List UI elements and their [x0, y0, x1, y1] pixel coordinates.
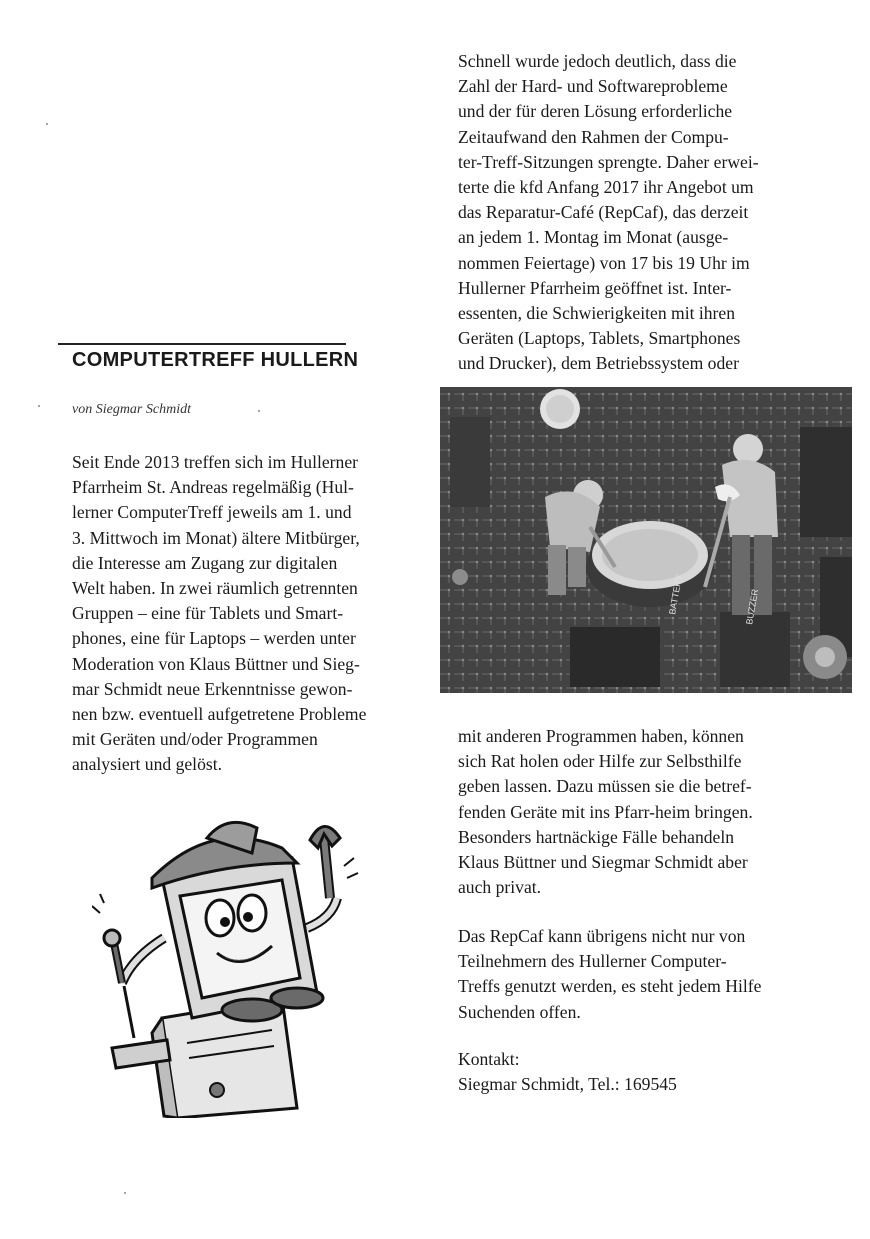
- text-line: mar Schmidt neue Erkenntnisse gewon-: [72, 678, 353, 699]
- scan-speck: [124, 1192, 126, 1194]
- text-line: Seit Ende 2013 treffen sich im Hullerner: [72, 452, 358, 472]
- scan-speck: [46, 123, 48, 125]
- contact-details: Siegmar Schmidt, Tel.: 169545: [458, 1074, 677, 1095]
- repcaf-paragraph-continued: [458, 724, 753, 900]
- text-line: nen bzw. eventuell aufgetretene Probleme: [72, 704, 367, 725]
- intro-paragraph: [72, 450, 366, 778]
- text-line: analysiert und gelöst.: [72, 754, 223, 775]
- text-line: Gruppen – eine für Tablets und Smart-: [72, 603, 344, 624]
- text-line: und Drucker), dem Betriebssystem oder: [458, 353, 739, 374]
- text-line: Das RepCaf kann übrigens nicht nur von: [458, 926, 746, 946]
- contact-block: [458, 1047, 677, 1097]
- text-line: lerner ComputerTreff jeweils am 1. und: [72, 502, 352, 523]
- open-to-all-paragraph: [458, 924, 761, 1025]
- text-line: sich Rat holen oder Hilfe zur Selbsthilfe: [458, 751, 742, 772]
- scan-speck: [38, 405, 40, 407]
- text-line: das Reparatur-Café (RepCaf), das derzeit: [458, 202, 749, 223]
- title-rule: [58, 343, 346, 345]
- text-line: Teilnehmern des Hullerner Computer-: [458, 951, 727, 972]
- text-line: auch privat.: [458, 877, 542, 898]
- text-line: an jedem 1. Montag im Monat (ausge-: [458, 227, 729, 248]
- board-label-buzzer: BUZZER: [744, 588, 761, 626]
- article-title: COMPUTERTREFF HULLERN: [72, 349, 359, 371]
- text-line: Pfarrheim St. Andreas regelmäßig (Hul-: [72, 477, 354, 498]
- contact-label: Kontakt:: [458, 1049, 520, 1069]
- text-line: essenten, die Schwierigkeiten mit ihren: [458, 303, 736, 324]
- text-line: Suchenden offen.: [458, 1001, 581, 1022]
- text-line: Geräten (Laptops, Tablets, Smartphones: [458, 328, 741, 349]
- text-line: Zahl der Hard- und Softwareprobleme: [458, 76, 728, 97]
- text-line: Moderation von Klaus Büttner und Sieg-: [72, 653, 360, 674]
- text-line: mit Geräten und/oder Programmen: [72, 729, 318, 750]
- computer-mascot-illustration: [92, 818, 364, 1118]
- text-line: phones, eine für Laptops – werden unter: [72, 628, 356, 649]
- article-byline: von Siegmar Schmidt: [72, 402, 191, 417]
- text-line: nommen Feiertage) von 17 bis 19 Uhr im: [458, 252, 750, 273]
- circuit-board-image: [440, 387, 852, 693]
- board-label-battery: BATTERY: [667, 573, 685, 616]
- text-line: Welt haben. In zwei räumlich getrennten: [72, 578, 358, 599]
- text-line: Treffs genutzt werden, es steht jedem Hilfe: [458, 976, 762, 997]
- text-line: und der für deren Lösung erforderliche: [458, 101, 733, 122]
- text-line: Hullerner Pfarrheim geöffnet ist. Inter-: [458, 277, 732, 298]
- text-line: ter-Treff-Sitzungen sprengte. Daher erwei-: [458, 151, 759, 172]
- text-line: geben lassen. Dazu müssen sie die betref-: [458, 776, 752, 797]
- text-line: Klaus Büttner und Siegmar Schmidt aber: [458, 852, 748, 873]
- mascot-icon: [92, 818, 364, 1118]
- text-line: Besonders hartnäckige Fälle behandeln: [458, 826, 735, 847]
- text-line: mit anderen Programmen haben, können: [458, 726, 744, 746]
- text-line: die Interesse am Zugang zur digitalen: [72, 552, 338, 573]
- text-line: 3. Mittwoch im Monat) ältere Mitbürger,: [72, 527, 360, 548]
- text-line: Schnell wurde jedoch deutlich, dass die: [458, 51, 737, 71]
- text-line: Zeitaufwand den Rahmen der Compu-: [458, 126, 729, 147]
- text-line: terte die kfd Anfang 2017 ihr Angebot um: [458, 177, 754, 198]
- scan-speck: [258, 410, 260, 412]
- repair-photo: [440, 387, 852, 693]
- repcaf-paragraph: [458, 49, 759, 377]
- text-line: fenden Geräte mit ins Pfarr-heim bringen.: [458, 801, 753, 822]
